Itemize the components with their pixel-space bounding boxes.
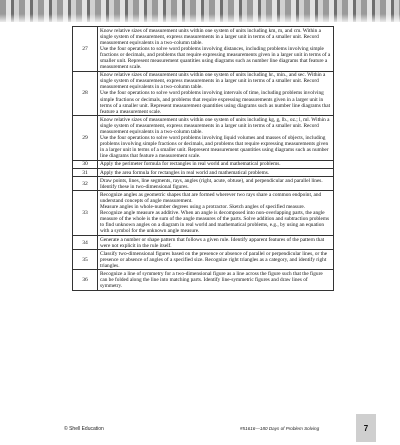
standard-description: Know relative sizes of measurement units within one system of units including kg, g, lb., oz.; l, ml. Within a single system of measurement, express measurements in a larger unit in terms of a smaller unit. Record measurement equivalents in a two-column table. Use the four operations to solve word problems involving liquid volumes and masses of objects, including problems involving simple fractions or decimals, and problems that require expressing measurements given in a larger unit in terms of a smaller unit. Represent measurement quantities using diagrams such as number line diagrams that feature a measurement scale.: [98, 116, 334, 161]
standard-number: 27: [73, 27, 98, 72]
standards-table: [72, 26, 334, 291]
standard-number: 28: [73, 71, 98, 116]
standard-number: 34: [73, 236, 98, 250]
page-number: 7: [356, 414, 376, 442]
standard-description: Know relative sizes of measurement units within one system of units including km, m, and cm. Within a single system of measurement, express measurements in a larger unit in terms of a smaller unit. Record measurement equivalents in a two-column table. Use the four operations to solve word problems involving distances, including problems involving simple fractions or decimals, and problems that require expressing measurements given in a larger unit in terms of a smaller unit. Represent measurement quantities using diagrams such as number line diagrams that feature a measurement scale.: [98, 27, 334, 72]
table-row: [73, 71, 334, 116]
standard-number: 36: [73, 270, 98, 290]
standard-description: Apply the perimeter formula for rectangles in real world and mathematical problems.: [98, 160, 334, 168]
standard-number: 35: [73, 250, 98, 270]
table-row: [73, 236, 334, 250]
standard-description: Generate a number or shape pattern that follows a given rule. Identify apparent features of the pattern that were not explicit in the rule itself.: [98, 236, 334, 250]
table-row: [73, 116, 334, 161]
standard-number: 31: [73, 169, 98, 177]
table-row: [73, 191, 334, 236]
standard-number: 29: [73, 116, 98, 161]
standard-number: 33: [73, 191, 98, 236]
table-row: [73, 270, 334, 290]
book-title: #51616—180 Days of Problem Solving: [240, 426, 320, 431]
table-row: [73, 169, 334, 177]
table-row: [73, 160, 334, 168]
standard-description: Apply the area formula for rectangles in real world and mathematical problems.: [98, 169, 334, 177]
publisher-credit: © Shell Education: [64, 426, 104, 432]
table-row: [73, 27, 334, 72]
standard-description: Recognize a line of symmetry for a two-dimensional figure as a line across the figure such that the figure can be folded along the line into matching parts. Identify line-symmetric figures and draw lines of symmetry.: [98, 270, 334, 290]
standard-description: Draw points, lines, line segments, rays, angles (right, acute, obtuse), and perpendicular and parallel lines. Identify these in two-dimensional figures.: [98, 177, 334, 191]
table-row: [73, 250, 334, 270]
standard-number: 32: [73, 177, 98, 191]
standard-number: 30: [73, 160, 98, 168]
standard-description: Recognize angles as geometric shapes that are formed wherever two rays share a common endpoint, and understand concepts of angle measurement. Measure angles in whole-number degrees using a protractor. Sketch angles of specified measure. Recognize angle measure as additive. When an angle is decomposed into non-overlapping parts, the angle measure of the whole is the sum of the angle measures of the parts. Solve addition and subtraction problems to find unknown angles on a diagram in real world and mathematical problems, e.g., by using an equation with a symbol for the unknown angle measure.: [98, 191, 334, 236]
standard-description: Know relative sizes of measurement units within one system of units including hr., min., and sec. Within a single system of measurement, express measurements in a larger unit in terms of a smaller unit. Record measurement equivalents in a two-column table. Use the four operations to solve word problems involving intervals of time, including problems involving simple fractions or decimals, and problems that require expressing measurements given in a larger unit in terms of a smaller unit. Represent measurement quantities using diagrams such as number line diagrams that feature a measurement scale.: [98, 71, 334, 116]
table-row: [73, 177, 334, 191]
standard-description: Classify two-dimensional figures based on the presence or absence of parallel or perpendicular lines, or the presence or absence of angles of a specified size. Recognize right triangles as a category, and identify right triangles.: [98, 250, 334, 270]
banner-fade: [0, 14, 400, 24]
